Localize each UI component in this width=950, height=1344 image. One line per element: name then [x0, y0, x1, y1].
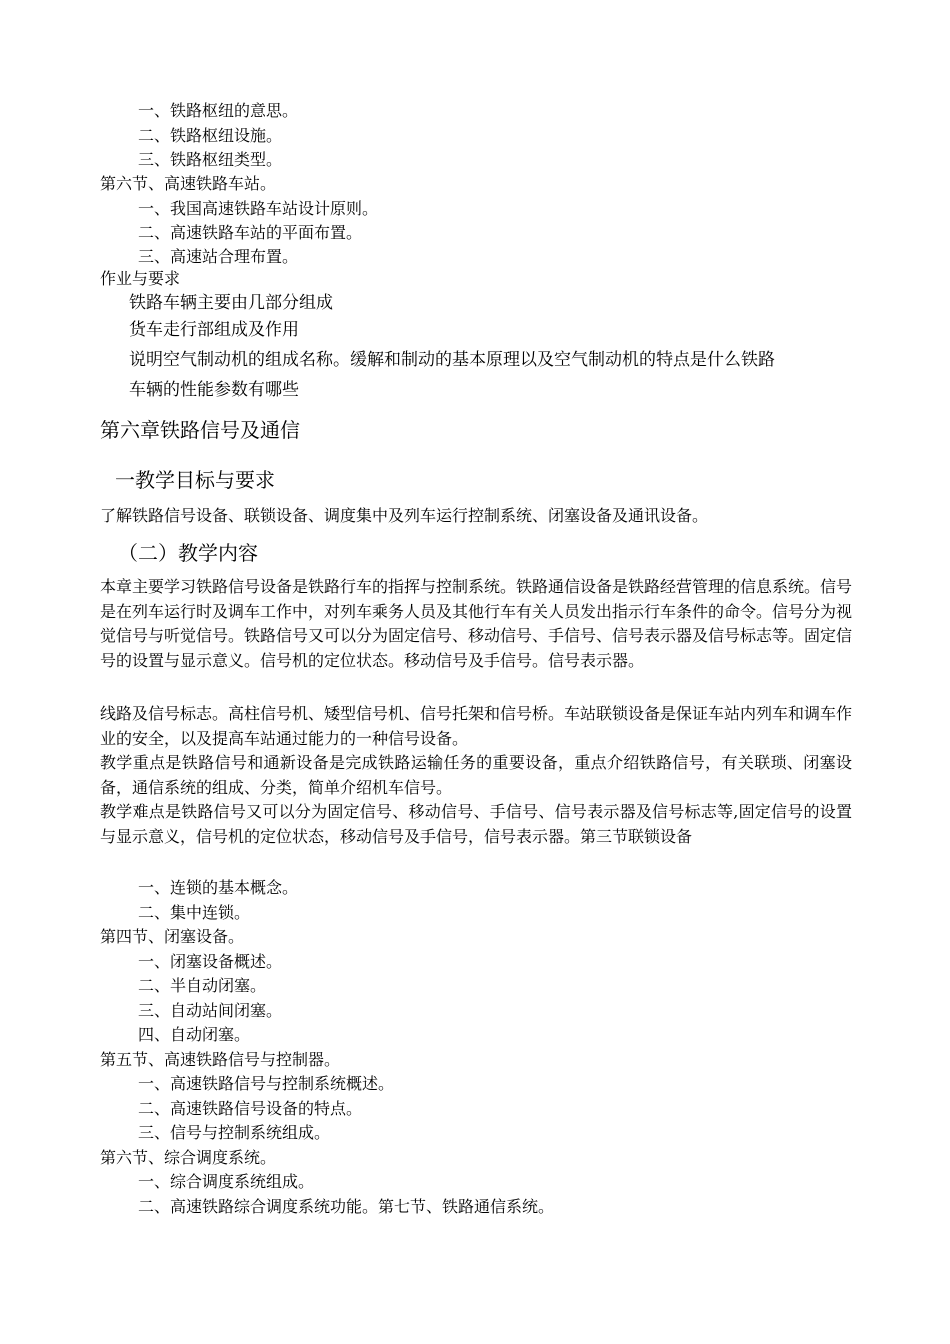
list-item: 二、铁路枢纽设施。 — [138, 126, 283, 145]
content-paragraph: 线路及信号标志。高柱信号机、矮型信号机、信号托架和信号桥。车站联锁设备是保证车站内列车和调车作业的安全，以及提高车站通过能力的一种信号设备。 — [100, 704, 853, 748]
list-item: 二、集中连锁。 — [138, 903, 251, 922]
goal-heading: 一教学目标与要求 — [115, 468, 275, 492]
list-item: 一、铁路枢纽的意思。 — [138, 101, 299, 120]
section-title: 第六节、高速铁路车站。 — [100, 174, 277, 193]
list-item: 二、高速铁路信号设备的特点。 — [138, 1099, 363, 1118]
chapter-title: 第六章铁路信号及通信 — [100, 418, 300, 442]
homework-item: 车辆的性能参数有哪些 — [129, 380, 299, 400]
list-item: 一、我国高速铁路车站设计原则。 — [138, 199, 379, 218]
list-item: 三、铁路枢纽类型。 — [138, 150, 283, 169]
list-item: 四、自动闭塞。 — [138, 1025, 251, 1044]
section-title: 第五节、高速铁路信号与控制器。 — [100, 1050, 341, 1069]
content-paragraph: 本章主要学习铁路信号设备是铁路行车的指挥与控制系统。铁路通信设备是铁路经营管理的信息系统。信号是在列车运行时及调车工作中，对列车乘务人员及其他行车有关人员发出指示行车条件的命令。信号分为视觉信号与听觉信号。铁路信号又可以分为固定信号、移动信号、手信号、信号表示器及信号标志等。固定信号的设置与显示意义。信号机的定位状态。移动信号及手信号。信号表示器。 — [100, 577, 853, 670]
list-item: 一、高速铁路信号与控制系统概述。 — [138, 1074, 395, 1093]
homework-title: 作业与要求 — [100, 269, 181, 288]
homework-item: 铁路车辆主要由几部分组成 — [129, 293, 333, 313]
list-item: 一、闭塞设备概述。 — [138, 952, 283, 971]
section-title: 第四节、闭塞设备。 — [100, 927, 245, 946]
list-item: 二、半自动闭塞。 — [138, 976, 267, 995]
list-item: 一、连锁的基本概念。 — [138, 878, 299, 897]
list-item: 三、信号与控制系统组成。 — [138, 1123, 331, 1142]
homework-item: 货车走行部组成及作用 — [129, 320, 299, 340]
difficulties-paragraph: 教学难点是铁路信号又可以分为固定信号、移动信号、手信号、信号表示器及信号标志等,固定信号的设置与显示意义，信号机的定位状态，移动信号及手信号，信号表示器。第三节联锁设备 — [100, 802, 852, 846]
homework-item: 说明空气制动机的组成名称。缓解和制动的基本原理以及空气制动机的特点是什么铁路 — [129, 350, 775, 370]
list-item: 一、综合调度系统组成。 — [138, 1172, 315, 1191]
key-points-paragraph: 教学重点是铁路信号和通新设备是完成铁路运输任务的重要设备，重点介绍铁路信号，有关联琐、闭塞设备，通信系统的组成、分类，简单介绍机车信号。 — [100, 753, 852, 797]
goal-text: 了解铁路信号设备、联锁设备、调度集中及列车运行控制系统、闭塞设备及通讯设备。 — [100, 506, 709, 525]
section-title: 第六节、综合调度系统。 — [100, 1148, 277, 1167]
list-item: 二、高速铁路车站的平面布置。 — [138, 223, 363, 242]
content-heading: （二）教学内容 — [118, 541, 258, 565]
list-item: 三、自动站间闭塞。 — [138, 1001, 283, 1020]
list-item: 三、高速站合理布置。 — [138, 247, 299, 266]
list-item: 二、高速铁路综合调度系统功能。第七节、铁路通信系统。 — [138, 1197, 555, 1216]
